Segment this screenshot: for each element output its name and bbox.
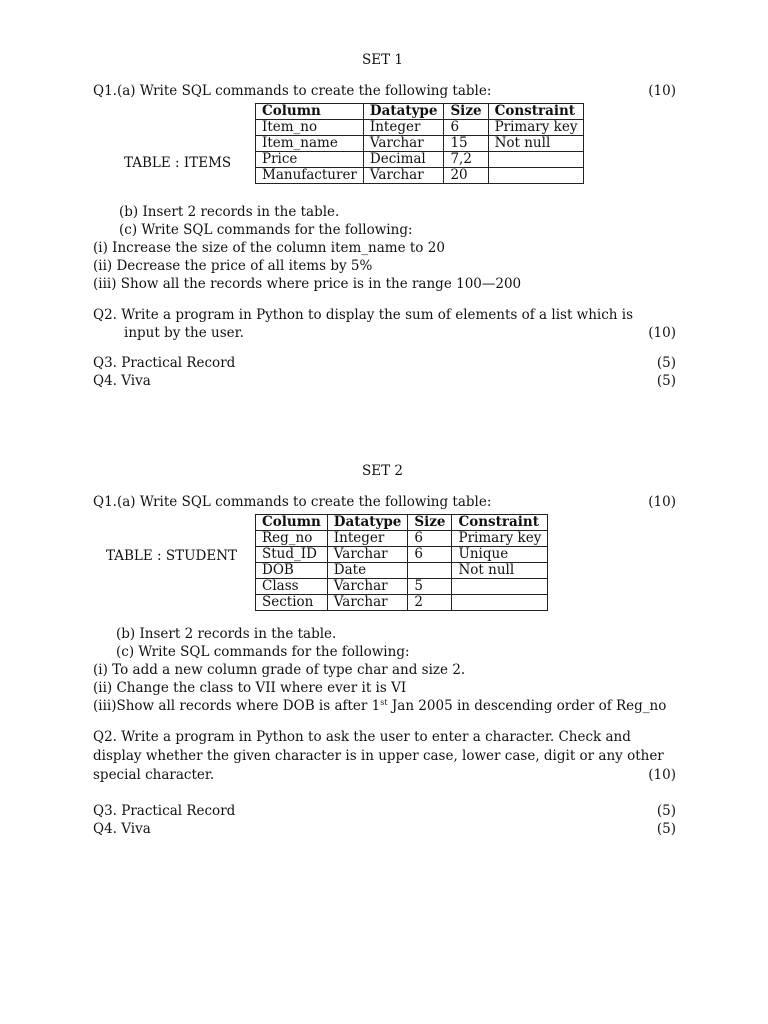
set2-part-c: (c) Write SQL commands for the following: — [116, 644, 410, 660]
table-cell: Item_name — [256, 136, 364, 152]
set1-q1-text: Q1.(a) Write SQL commands to create the following table: — [93, 83, 492, 99]
header-cell: Size — [408, 515, 452, 531]
table-cell: 6 — [444, 120, 488, 136]
set2-q3-marks: (5) — [656, 803, 676, 819]
set1-q2-line2: input by the user. — [124, 325, 244, 341]
table-cell: 5 — [408, 579, 452, 595]
table-cell: 6 — [408, 547, 452, 563]
set1-q2-line1: Q2. Write a program in Python to display the sum of elements of a list which is — [93, 307, 634, 323]
table-row — [256, 579, 548, 595]
table-cell: Reg_no — [256, 531, 328, 547]
table-cell — [408, 563, 452, 579]
set1-q3-text: Q3. Practical Record — [93, 355, 236, 371]
set2-sub-item-i: (i) To add a new column grade of type char and size 2. — [93, 662, 466, 678]
table-cell: 15 — [444, 136, 488, 152]
set2-q1-text: Q1.(a) Write SQL commands to create the following table: — [93, 494, 492, 510]
table-cell: Primary key — [452, 531, 548, 547]
table-cell: Not null — [488, 136, 584, 152]
table-cell: Integer — [327, 531, 408, 547]
table-cell: Class — [256, 579, 328, 595]
set2-heading: SET 2 — [362, 463, 403, 479]
ordinal-suffix: st — [380, 698, 388, 707]
sub-item-iii-after: Jan 2005 in descending order of Reg_no — [387, 698, 667, 714]
table-cell: Primary key — [488, 120, 584, 136]
table-cell: Varchar — [327, 579, 408, 595]
set2-q4-marks: (5) — [656, 821, 676, 837]
table-cell: Price — [256, 152, 364, 168]
set2-student-table — [255, 514, 548, 611]
set1-q3-marks: (5) — [656, 355, 676, 371]
table-cell: Not null — [452, 563, 548, 579]
table-row — [256, 595, 548, 611]
table-row — [256, 531, 548, 547]
set1-q1-marks: (10) — [648, 83, 676, 99]
set2-sub-item-iii — [93, 698, 666, 714]
set1-q4-marks: (5) — [656, 373, 676, 389]
table-row — [256, 120, 584, 136]
table-cell: Stud_ID — [256, 547, 328, 563]
set1-table-label: TABLE : ITEMS — [124, 155, 232, 171]
table-cell: 2 — [408, 595, 452, 611]
set1-sub-item-i: (i) Increase the size of the column item_name to 20 — [93, 240, 445, 256]
set1-sub-item-iii: (iii) Show all the records where price is in the range 100—200 — [93, 276, 522, 292]
table-cell: Manufacturer — [256, 168, 364, 184]
table-row — [256, 168, 584, 184]
table-cell: Integer — [363, 120, 444, 136]
set1-part-c: (c) Write SQL commands for the following: — [119, 222, 413, 238]
set2-part-b: (b) Insert 2 records in the table. — [116, 626, 337, 642]
header-cell: Column — [256, 104, 364, 120]
table-row — [256, 152, 584, 168]
set2-table-label: TABLE : STUDENT — [106, 548, 238, 564]
set1-part-b: (b) Insert 2 records in the table. — [119, 204, 340, 220]
set1-items-table — [255, 103, 584, 184]
table-cell: Varchar — [363, 168, 444, 184]
set2-q4-text: Q4. Viva — [93, 821, 151, 837]
set2-q2-line1: Q2. Write a program in Python to ask the user to enter a character. Check and — [93, 729, 631, 745]
table-cell: 6 — [408, 531, 452, 547]
table-cell: 20 — [444, 168, 488, 184]
table-header-row — [256, 104, 584, 120]
table-header-row — [256, 515, 548, 531]
header-cell: Constraint — [488, 104, 584, 120]
table-cell: DOB — [256, 563, 328, 579]
header-cell: Datatype — [363, 104, 444, 120]
table-cell: Date — [327, 563, 408, 579]
table-row — [256, 136, 584, 152]
set2-q3-text: Q3. Practical Record — [93, 803, 236, 819]
table-cell: Varchar — [327, 595, 408, 611]
set1-q2-marks: (10) — [648, 325, 676, 341]
header-cell: Datatype — [327, 515, 408, 531]
table-row — [256, 563, 548, 579]
set1-heading: SET 1 — [362, 52, 403, 68]
table-cell: Unique — [452, 547, 548, 563]
header-cell: Constraint — [452, 515, 548, 531]
table-cell: Section — [256, 595, 328, 611]
table-row — [256, 547, 548, 563]
set1-q4-text: Q4. Viva — [93, 373, 151, 389]
set2-q2-line3: special character. — [93, 767, 215, 783]
table-cell — [488, 168, 584, 184]
set1-sub-item-ii: (ii) Decrease the price of all items by 5% — [93, 258, 373, 274]
table-cell: 7,2 — [444, 152, 488, 168]
table-cell: Decimal — [363, 152, 444, 168]
set2-q2-line2: display whether the given character is in upper case, lower case, digit or any other — [93, 748, 664, 764]
header-cell: Column — [256, 515, 328, 531]
table-cell: Varchar — [363, 136, 444, 152]
table-cell: Item_no — [256, 120, 364, 136]
table-cell — [488, 152, 584, 168]
table-cell — [452, 595, 548, 611]
set2-q1-marks: (10) — [648, 494, 676, 510]
set2-sub-item-ii: (ii) Change the class to VII where ever it is VI — [93, 680, 407, 696]
table-cell: Varchar — [327, 547, 408, 563]
header-cell: Size — [444, 104, 488, 120]
sub-item-iii-before: (iii)Show all records where DOB is after 1 — [93, 698, 381, 714]
table-cell — [452, 579, 548, 595]
set2-q2-marks: (10) — [648, 767, 676, 783]
